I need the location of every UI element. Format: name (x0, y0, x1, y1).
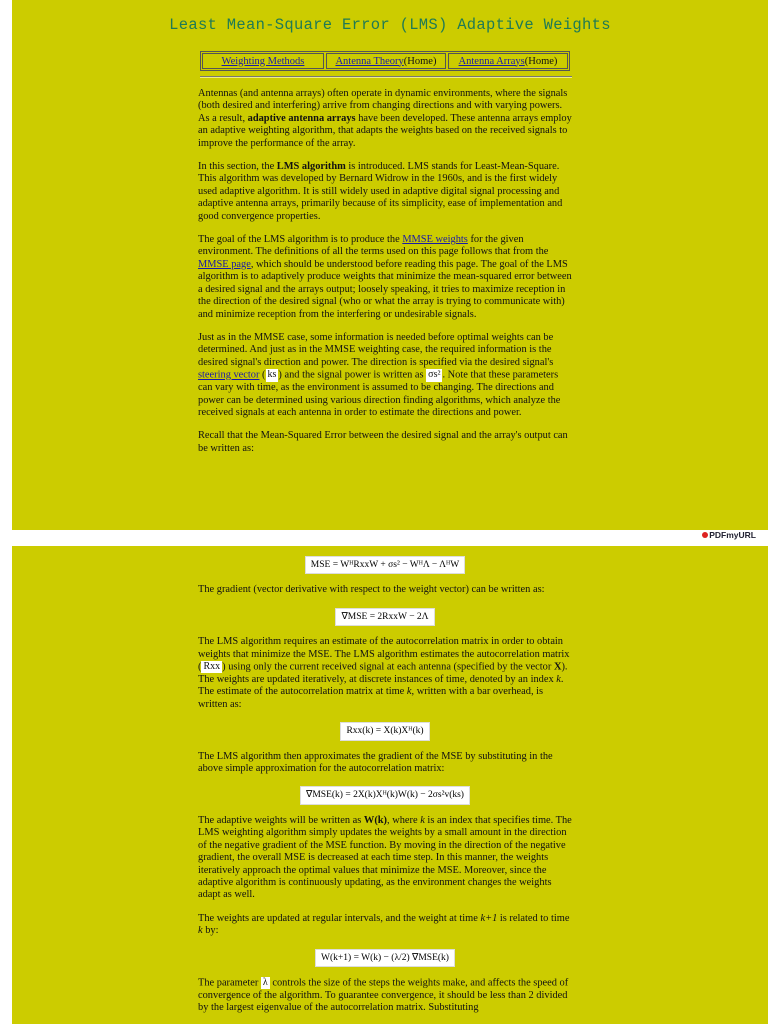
text: The LMS algorithm requires an estimate of the autocorrelation matrix in order to obtain weights that minimize the MSE. The LMS algorithm estimates the autocorrelation matrix ( (198, 636, 570, 673)
paragraph-estimate (198, 636, 572, 711)
text: , written with a bar overhead, is written as: (198, 686, 544, 710)
paragraph-weights (198, 815, 572, 902)
nav-suffix: (Home) (524, 55, 558, 67)
lambda-symbol: λ (262, 976, 268, 988)
bold-term: adaptive antenna arrays (247, 112, 356, 124)
nav-cell-antenna-arrays (448, 53, 568, 69)
text: ) and the signal power is written as (278, 369, 427, 381)
vector-x: X (553, 661, 562, 673)
pdf-page-1 (12, 0, 768, 530)
paragraph-lms (198, 161, 572, 223)
text: ( (259, 369, 266, 381)
index-k-plus-1: k+1 (480, 912, 498, 924)
paragraph-info (198, 332, 572, 419)
autocorrelation-symbol: Rxx (203, 661, 221, 673)
text: In this section, the (198, 161, 277, 173)
equation-row (198, 722, 572, 740)
text: . Note that these parameters can vary with time, as the environment is assumed to be changing. The directions and power can be determined using various direction finding algorithms, which analyze the received signals at each antenna in order to estimate the directions and power. (198, 369, 561, 418)
equation-rxx-estimate: Rxx(k) = X(k)Xᴴ(k) (340, 722, 429, 740)
badge-text: PDFmyURL (709, 530, 756, 540)
text: Just as in the MMSE case, some information is needed before optimal weights can be determined. And just as in the MMSE weighting case, the required information is the desired signal's direction and power. The direction is specified via the desired signal's (198, 331, 554, 368)
text: Antennas (and antenna arrays) often operate in dynamic environments, where the signals (both desired and interfering) arrive from changing directions and with varying powers. As a result, (198, 88, 568, 124)
paragraph-step-size (198, 977, 572, 1015)
text: controls the size of the steps the weights make, and affects the speed of convergence of the algorithm. To guarantee convergence, it should be less than 2 divided by the largest eigenvalue of the autocorrelation matrix. Substituting (198, 977, 569, 1014)
nav-suffix: (Home) (403, 55, 437, 67)
steering-vector-symbol: ks (267, 369, 277, 381)
text: is introduced. LMS stands for Least-Mean-Square. This algorithm was developed by Bernard Widrow in the 1960s, and is the first widely used adaptive algorithm. It is still widely used in adaptive digital signal processing and adaptive antenna arrays, primarily because of its simplicity, ease of implementation and good convergence properties. (198, 161, 563, 222)
text: is an index that specifies time. The LMS weighting algorithm simply updates the weights by a small amount in the direction of the negative gradient of the MSE function. By moving in the direction of the negative gradient, the overall MSE is decreased at each time step. In this manner, the weights iteratively approach the optimal values that minimize the MSE. Moreover, since the adaptive algorithm is continuously updating, as the environment changes the weights adapt as well. (198, 814, 572, 901)
badge-logo-icon (702, 532, 708, 538)
text: The parameter (198, 977, 261, 989)
content-column (198, 88, 572, 466)
text: , which should be understood before reading this page. The goal of the LMS algorithm is to adaptively produce weights that minimize the mean-squared error between a desired signal and the arrays output; loosely speaking, it tries to maximize reception in the direction of the desired signal (who or what the array is trying to communicate with) and minimize reception from the interfering or undesirable signals. (198, 258, 572, 320)
paragraph-update (198, 913, 572, 938)
equation-row (198, 786, 572, 804)
bold-term: LMS algorithm (276, 161, 346, 173)
nav-cell-antenna-theory (326, 53, 446, 69)
equation-gradient: ∇MSE = 2RxxW − 2Λ (335, 608, 434, 626)
pdfmyurl-badge (702, 530, 756, 540)
text: is related to time (497, 912, 570, 924)
nav-link-antenna-arrays[interactable]: Antenna Arrays (458, 55, 525, 67)
text: The adaptive weights will be written as (198, 814, 364, 826)
paragraph-gradient: The gradient (vector derivative with respect to the weight vector) can be written as: (198, 584, 545, 596)
page-title: Least Mean-Square Error (LMS) Adaptive Weights (169, 16, 611, 34)
index-k: k (556, 674, 561, 686)
text: have been developed. These antenna arrays employ an adaptive weighting algorithm, that adapts the weights based on the received signals to improve the performance of the array. (198, 112, 572, 149)
text: . The estimate of the autocorrelation matrix at time (198, 674, 564, 698)
paragraph-goal (198, 234, 572, 321)
paragraph-intro (198, 88, 572, 150)
link-mmse-weights[interactable]: MMSE weights (402, 234, 468, 246)
equation-row (198, 608, 572, 626)
pdf-page-2 (12, 546, 768, 1024)
link-steering-vector[interactable]: steering vector (198, 369, 260, 381)
weights-symbol: W(k) (363, 814, 388, 826)
paragraph-recall: Recall that the Mean-Squared Error between the desired signal and the array's output can be written as: (198, 430, 568, 454)
nav-link-antenna-theory[interactable]: Antenna Theory (335, 55, 404, 67)
text: ) using only the current received signal at each antenna (specified by the vector (222, 661, 554, 673)
nav-cell-weighting-methods (202, 53, 324, 69)
nav-link-weighting-methods[interactable]: Weighting Methods (221, 55, 305, 67)
equation-update: W(k+1) = W(k) − (λ/2) ∇MSE(k) (315, 949, 455, 967)
equation-row (198, 949, 572, 967)
equation-row (198, 556, 572, 574)
equation-mse: MSE = WᴴRxxW + σs² − WᴴΛ − ΛᴴW (305, 556, 465, 574)
text: , where (387, 814, 421, 826)
text: ). The weights are updated iteratively, at discrete instances of time, denoted by an index (198, 661, 568, 686)
nav-table (200, 51, 570, 71)
index-k: k (198, 925, 203, 937)
equation-gradient-estimate: ∇MSE(k) = 2X(k)Xᴴ(k)W(k) − 2σs²v(ks) (300, 786, 470, 804)
divider (200, 76, 572, 78)
text: The weights are updated at regular intervals, and the weight at time (198, 912, 481, 924)
index-k: k (420, 814, 425, 826)
signal-power-symbol: σs² (428, 369, 441, 381)
index-k: k (406, 686, 412, 698)
paragraph-approx: The LMS algorithm then approximates the gradient of the MSE by substituting in the above simple approximation for the autocorrelation matrix: (198, 750, 553, 775)
text: by: (202, 925, 219, 937)
text: for the given environment. The definitions of all the terms used on this page follows that from the (198, 234, 549, 258)
link-mmse-page[interactable]: MMSE page (198, 258, 251, 270)
text: The goal of the LMS algorithm is to produce the (198, 234, 403, 246)
content-column-2 (198, 556, 572, 1024)
